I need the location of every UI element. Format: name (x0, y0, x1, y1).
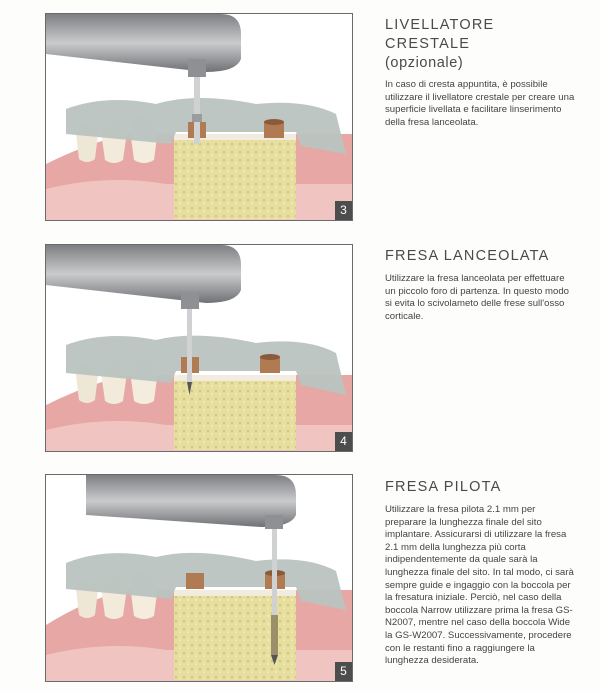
step-title: LIVELLATORE CRESTALE (385, 17, 495, 52)
illustration-step-3 (45, 13, 353, 221)
lanceolate-drill-illustration (46, 245, 352, 451)
step-number-badge: 4 (335, 432, 352, 451)
pilot-drill-illustration (46, 475, 352, 681)
step-title: FRESA LANCEOLATA (385, 248, 550, 264)
step-4-text (385, 247, 575, 323)
illustration-step-4 (45, 244, 353, 452)
step-5-text (385, 478, 575, 668)
step-number-badge: 5 (335, 662, 352, 681)
step-subtitle: (opzionale) (385, 55, 464, 71)
step-title: FRESA PILOTA (385, 479, 502, 495)
step-3-text (385, 16, 575, 129)
crestal-leveler-illustration (46, 14, 352, 220)
step-description: Utilizzare la fresa lanceolata per effettuare un piccolo foro di partenza. In questo modo si evita lo scivolameto delle frese sull'osso corticale. (385, 273, 569, 322)
illustration-step-5 (45, 474, 353, 682)
step-number-badge: 3 (335, 201, 352, 220)
step-description: In caso di cresta appuntita, è possibile utilizzare il livellatore crestale per creare una superficie livellata e facilitare linserimento della fresa lanceolata. (385, 79, 575, 128)
step-description: Utilizzare la fresa pilota 2.1 mm per preparare la lunghezza finale del sito implantare. Assicurarsi di utilizzare la fresa 2.1 mm della lunghezza più corta indipendentemente da quale sarà la lunghezza finale del sito. In tal modo, ci sarà sempre guide e ingaggio con la boccola per la fresatura iniziale. Perciò, nel caso della boccola Narrow utilizzare prima la fresa GS-N2007, mentre nel caso della boccola Wide la GS-W2007. Successivamente, procedere con le restanti fino a raggiungere la lunghezza desiderata. (385, 504, 574, 667)
